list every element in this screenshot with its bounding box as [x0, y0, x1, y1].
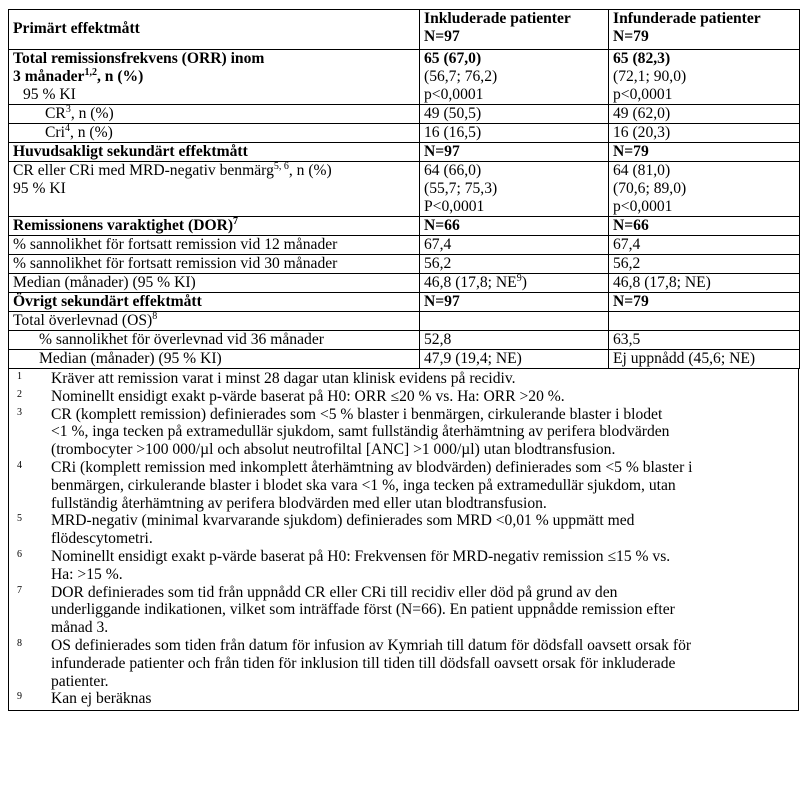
footnotes: [8, 369, 799, 711]
table-row: [9, 255, 800, 274]
table-row-orr: [9, 50, 800, 105]
footnote-9: 9 Kan ej beräknas: [17, 690, 152, 708]
os-36m-included: 52,8: [420, 331, 609, 350]
os-36m-infused: 63,5: [609, 331, 800, 350]
dor-30m-infused: 56,2: [609, 255, 800, 274]
dor-median-included: 46,8 (17,8; $NE^9$): [420, 274, 609, 293]
table-row: [9, 274, 800, 293]
dor-30m-included: 56,2: [420, 255, 609, 274]
footnote-5: 5 MRD-negativ (minimal kvarvarande sjukdom) definierades som MRD <0,01 % uppmätt med flödescytometri.: [17, 512, 635, 548]
table-row: [9, 236, 800, 255]
efficacy-table-document: [8, 9, 799, 711]
secondary-header-infused: N=79: [609, 143, 800, 162]
efficacy-table: [8, 9, 800, 369]
footnote-6: 6 Nominellt ensidigt exakt p-värde baserat på H0: Frekvensen för MRD-negativ remission ≤15 % vs. Ha: >15 %.: [17, 547, 671, 583]
os-36m-label: % sannolikhet för överlevnad vid 36 månader: [9, 331, 420, 350]
os-included-cell: [420, 312, 609, 331]
table-row-cri: [9, 124, 800, 143]
footnote-8: 8 OS definierades som tiden från datum för infusion av Kymriah till datum för dödsfall oavsett orsak för infunderade patienter och från tiden för inklusion till tiden till dödsfall oavsett orsak för inkluderade patienter.: [17, 636, 692, 690]
cri-included-cell: 16 (16,5): [420, 124, 609, 143]
table-header-row: [9, 10, 800, 50]
other-header-included: N=97: [420, 293, 609, 312]
table-row-cr: [9, 105, 800, 124]
table-section-other: [9, 293, 800, 312]
cr-included-cell: 49 (50,5): [420, 105, 609, 124]
os-median-included: 47,9 (19,4; NE): [420, 350, 609, 369]
table-row: [9, 350, 800, 369]
header-included-patients: Inkluderade patienter N=97: [420, 10, 609, 50]
dor-12m-included: 67,4: [420, 236, 609, 255]
os-median-infused: Ej uppnådd (45,6; NE): [609, 350, 800, 369]
other-header-infused: N=79: [609, 293, 800, 312]
orr-infused-cell: 65 (82,3) (72,1; 90,0) p<0,0001: [609, 50, 800, 105]
footnote-3: 3 CR (komplett remission) definierades som <5 % blaster i benmärgen, cirkulerande blaster i blodet <1 %, inga tecken på extramedullär sjukdom, samt fullständig återhämtning av perifera blodvärden (trombocyter >100 000/µl och absolut neutrofiltal [ANC] >1 000/µl) utan blodtransfusion.: [17, 405, 670, 459]
os-label-cell: Total överlevnad (OS)$^8$: [9, 312, 420, 331]
dor-header-label: Remissionens varaktighet (DOR)$^7$: [9, 217, 420, 236]
other-header-label: Övrigt sekundärt effektmått: [9, 293, 420, 312]
table-section-dor: [9, 217, 800, 236]
dor-header-included: N=66: [420, 217, 609, 236]
mrd-infused-cell: 64 (81,0) (70,6; 89,0) p<0,0001: [609, 162, 800, 217]
os-infused-cell: [609, 312, 800, 331]
cr-label-cell: $CR^3$, n (%): [9, 105, 420, 124]
cr-infused-cell: 49 (62,0): [609, 105, 800, 124]
mrd-included-cell: 64 (66,0) (55,7; 75,3) P<0,0001: [420, 162, 609, 217]
dor-median-infused: 46,8 (17,8; NE): [609, 274, 800, 293]
footnote-2: 2 Nominellt ensidigt exakt p-värde baserat på H0: ORR ≤20 % vs. Ha: ORR >20 %.: [17, 387, 565, 405]
table-section-secondary: [9, 143, 800, 162]
footnote-7: 7 DOR definierades som tid från uppnådd CR eller CRi till recidiv eller död på grund av den underliggande indikationen, vilket som inträffade först (N=66). En patient uppnådde remission efter månad 3.: [17, 583, 675, 637]
dor-12m-infused: 67,4: [609, 236, 800, 255]
cri-label-cell: Cri$^4$, n (%): [9, 124, 420, 143]
dor-header-infused: N=66: [609, 217, 800, 236]
table-row: [9, 312, 800, 331]
cri-infused-cell: 16 (20,3): [609, 124, 800, 143]
header-infused-patients: Infunderade patienter N=79: [609, 10, 800, 50]
orr-included-cell: 65 (67,0) (56,7; 76,2) p<0,0001: [420, 50, 609, 105]
table-row: [9, 331, 800, 350]
secondary-header-included: N=97: [420, 143, 609, 162]
footnote-4: 4 CRi (komplett remission med inkomplett återhämtning av blodvärden) definierades som <5 % blaster i benmärgen, cirkulerande blaster i blodet ska vara <1 %, inga tecken på extramedullär sjukdom, utan fullständig återhämtning av perifera blodvärden med eller utan blodtransfusion.: [17, 458, 693, 512]
header-primary-endpoint: Primärt effektmått: [9, 10, 420, 50]
dor-12m-label: % sannolikhet för fortsatt remission vid 12 månader: [9, 236, 420, 255]
dor-median-label: Median (månader) (95 % KI): [9, 274, 420, 293]
mrd-label-cell: CR eller CRi med MRD-negativ benmärg$^{5, 6}$, n (%) 95 % KI: [9, 162, 420, 217]
table-row-mrd: [9, 162, 800, 217]
orr-label-cell: Total remissionsfrekvens (ORR) inom 3 månader$^{1,2}$, n (%) 95 % KI: [9, 50, 420, 105]
footnote-1: 1 Kräver att remission varat i minst 28 dagar utan klinisk evidens på recidiv.: [17, 370, 516, 387]
dor-30m-label: % sannolikhet för fortsatt remission vid 30 månader: [9, 255, 420, 274]
os-median-label: Median (månader) (95 % KI): [9, 350, 420, 369]
secondary-header-label: Huvudsakligt sekundärt effektmått: [9, 143, 420, 162]
